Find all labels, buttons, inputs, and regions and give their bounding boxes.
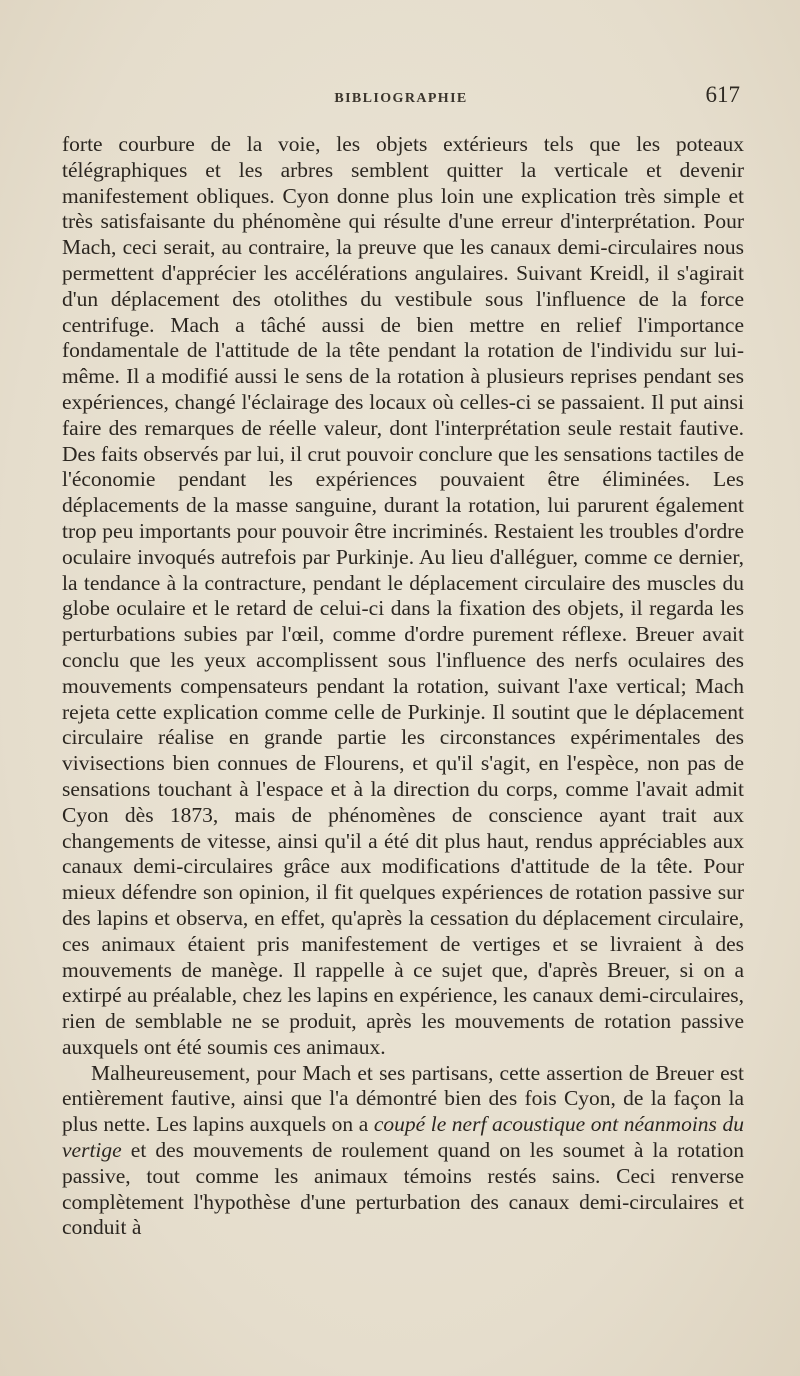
paragraph-2-end: et des mouvements de roulement quand on les soumet à la rotation passive, tout comme les animaux témoins restés sains. Ceci renverse complètement l'hypothèse d'une perturbation des canaux demi-circulaires et conduit à [62,1138,744,1240]
running-title: BIBLIOGRAPHIE [334,91,468,106]
paragraph-2-start: Malheureusement, pour Mach et ses partisans, cette assertion de Breuer est entièrement fautive, ainsi que l'a démontré bien des fois Cyon, de la façon la plus nette. Les lapins auxquels on a [62,1060,744,1137]
page-number: 617 [705,82,740,107]
paragraph-2 [62,1061,744,1242]
body-text [62,132,744,1241]
running-head [62,82,740,112]
paragraph-2-italic: coupé le nerf acoustique ont néanmoins du vertige [62,1112,744,1163]
paragraph-1: forte courbure de la voie, les objets extérieurs tels que les poteaux télégraphiques et les arbres semblent quitter la verticale et devenir manifestement obliques. Cyon donne plus loin une explication très simple et très satisfaisante du phénomène qui résulte d'une erreur d'interprétation. Pour Mach, ceci serait, au contraire, la preuve que les canaux demi-circulaires nous permettent d'apprécier les accélérations angulaires. Suivant Kreidl, il s'agirait d'un déplacement des otolithes du vestibule sous l'influence de la force centrifuge. Mach a tâché aussi de bien mettre en relief l'importance fondamentale de l'attitude de la tête pendant la rotation de l'individu sur lui-même. Il a modifié aussi le sens de la rotation à plusieurs reprises pendant ses expériences, changé l'éclairage des locaux où celles-ci se passaient. Il put ainsi faire des remarques de réelle valeur, dont l'interprétation seule restait fautive. Des faits observés par lui, il crut pouvoir conclure que les sensations tactiles de l'économie pendant les expériences pouvaient être éliminées. Les déplacements de la masse sanguine, durant la rotation, lui parurent également trop peu importants pour pouvoir être incriminés. Restaient les troubles d'ordre oculaire invoqués autrefois par Purkinje. Au lieu d'alléguer, comme ce dernier, la tendance à la contracture, pendant le déplacement circulaire des muscles du globe oculaire et le retard de celui-ci dans la fixation des objets, il regarda les perturbations subies par l'œil, comme d'ordre purement réflexe. Breuer avait conclu que les yeux accomplissent sous l'influence des nerfs oculaires des mouvements compensateurs pendant la rotation, suivant l'axe vertical; Mach rejeta cette explication comme celle de Purkinje. Il soutint que le déplacement circulaire réalise en grande partie les circonstances expérimentales des vivisections bien connues de Flourens, et qu'il s'agit, en l'espèce, non pas de sensations touchant à l'espace et à la direction du corps, comme l'avait admit Cyon dès 1873, mais de phénomènes de conscience ayant trait aux changements de vitesse, ainsi qu'il a été dit plus haut, rendus appréciables aux canaux demi-circulaires grâce aux modifications d'attitude de la tête. Pour mieux défendre son opinion, il fit quelques expériences de rotation passive sur des lapins et observa, en effet, qu'après la cessation du déplacement circulaire, ces animaux étaient pris manifestement de vertiges et se livraient à des mouvements de manège. Il rappelle à ce sujet que, d'après Breuer, si on a extirpé au préalable, chez les lapins en expérience, les canaux demi-circulaires, rien de semblable ne se produit, après les mouvements de rotation passive auxquels ont été soumis ces animaux. [62,132,744,1059]
